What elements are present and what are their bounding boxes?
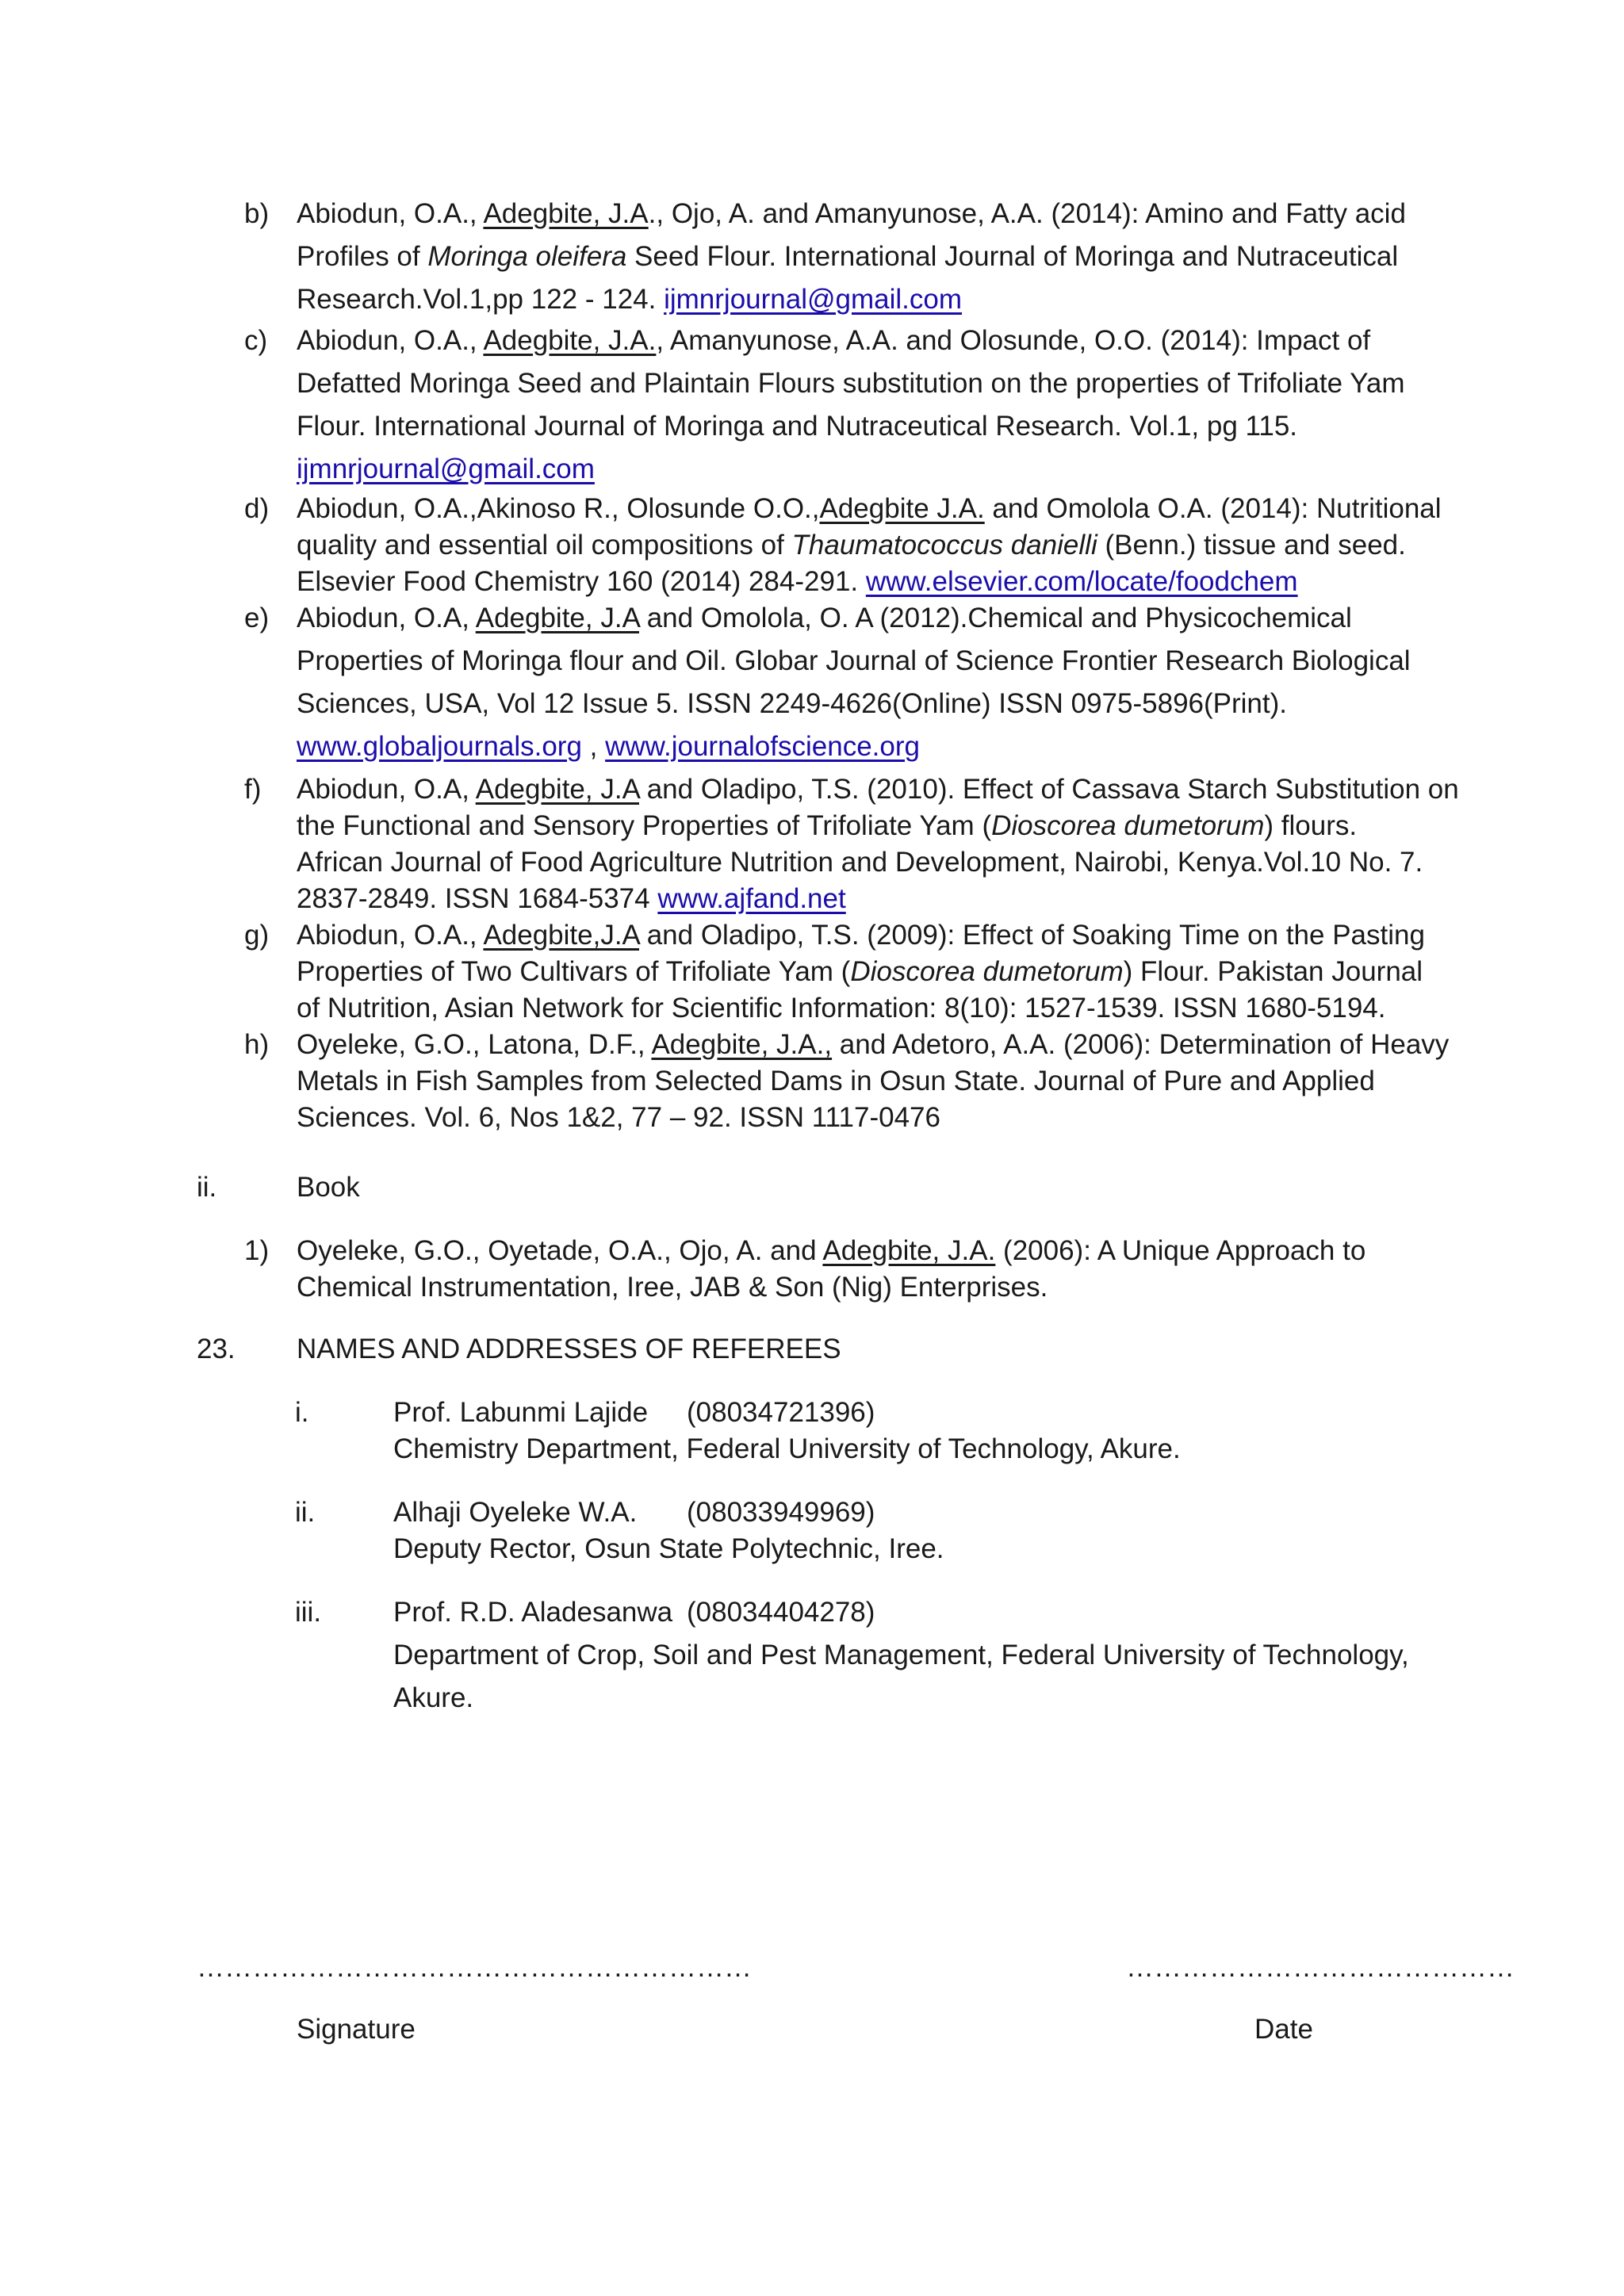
text-run: Oyeleke, G.O., Oyetade, O.A., Ojo, A. and <box>297 1235 823 1266</box>
text-run: Elsevier Food Chemistry 160 (2014) 284-291. <box>297 566 866 597</box>
underlined-author: Adegbite, J.A <box>475 774 639 805</box>
publication-line <box>297 453 595 485</box>
publication-label: e) <box>244 603 270 633</box>
publication-line <box>297 883 846 915</box>
text-run: Oyeleke, G.O., Latona, D.F., <box>297 1029 652 1060</box>
signature-label: Signature <box>297 2014 416 2045</box>
text-run: and Omolola O.A. (2014): Nutritional <box>984 493 1442 524</box>
referee-name: Prof. R.D. Aladesanwa <box>393 1597 673 1628</box>
referees-section-title: NAMES AND ADDRESSES OF REFEREES <box>297 1334 841 1364</box>
book-section-label: ii. <box>197 1172 217 1203</box>
text-run: Properties of Moringa flour and Oil. Globar Journal of Science Frontier Research Biological <box>297 645 1411 676</box>
text-run: 2837-2849. ISSN 1684-5374 <box>297 883 658 914</box>
text-run: Abiodun, O.A, <box>297 603 476 633</box>
publication-line <box>297 810 1357 842</box>
text-run: and Adetoro, A.A. (2006): Determination of Heavy <box>832 1029 1450 1060</box>
publication-line <box>297 530 1406 561</box>
signature-dotted-line: …………………………………………………… <box>197 1952 752 1983</box>
publication-line <box>297 603 1352 634</box>
italic-species-name: Dioscorea dumetorum <box>991 810 1265 841</box>
referee-phone: (08033949969) <box>687 1497 875 1528</box>
referee-label: iii. <box>295 1597 322 1628</box>
text-run: of Nutrition, Asian Network for Scientific Information: 8(10): 1527-1539. ISSN 1680-5194. <box>297 993 1386 1024</box>
underlined-author: Adegbite J.A. <box>819 493 985 524</box>
text-run: and Omolola, O. A (2012).Chemical and Physicochemical <box>638 603 1352 633</box>
text-run: (2006): A Unique Approach to <box>995 1235 1366 1266</box>
date-label: Date <box>1254 2014 1313 2045</box>
publication-label: c) <box>244 325 268 356</box>
publication-line <box>297 1066 1375 1097</box>
text-run: ) flours. <box>1264 810 1358 841</box>
publication-line <box>297 847 1423 878</box>
publication-line <box>297 1029 1449 1061</box>
underlined-author: Adegbite, J.A. <box>822 1235 996 1266</box>
reference-link[interactable]: www.elsevier.com/locate/foodchem <box>865 566 1298 597</box>
reference-link[interactable]: ijmnrjournal@gmail.com <box>297 453 595 484</box>
text-run: ) Flour. Pakistan Journal <box>1123 956 1423 987</box>
text-run: Sciences. Vol. 6, Nos 1&2, 77 – 92. ISSN 1117-0476 <box>297 1102 940 1133</box>
text-run: Seed Flour. International Journal of Moringa and Nutraceutical <box>626 241 1399 272</box>
underlined-author: Adegbite, J.A. <box>483 325 657 356</box>
text-run: Abiodun, O.A., <box>297 325 484 356</box>
reference-link[interactable]: www.journalofscience.org <box>605 731 920 762</box>
text-run: and Oladipo, T.S. (2009): Effect of Soaking Time on the Pasting <box>638 920 1425 951</box>
text-run: Abiodun, O.A., <box>297 920 484 951</box>
publication-line <box>297 566 1298 598</box>
text-run: , Amanyunose, A.A. and Olosunde, O.O. (2014): Impact of <box>656 325 1371 356</box>
publication-line <box>297 688 1287 720</box>
text-run: Properties of Two Cultivars of Trifoliate Yam ( <box>297 956 851 987</box>
text-run: Metals in Fish Samples from Selected Dams in Osun State. Journal of Pure and Applied <box>297 1066 1375 1096</box>
publication-line <box>297 198 1406 230</box>
text-run: African Journal of Food Agriculture Nutrition and Development, Nairobi, Kenya.Vol.10 No. 7. <box>297 847 1423 878</box>
text-run: the Functional and Sensory Properties of Trifoliate Yam ( <box>297 810 992 841</box>
publication-label: f) <box>244 774 262 805</box>
publication-label: d) <box>244 493 270 524</box>
publication-line <box>297 920 1425 951</box>
text-run: and Oladipo, T.S. (2010). Effect of Cassava Starch Substitution on <box>638 774 1459 805</box>
publication-line <box>297 731 920 763</box>
publication-line <box>297 1102 940 1134</box>
referee-name: Alhaji Oyeleke W.A. <box>393 1497 638 1528</box>
publication-line <box>297 774 1459 806</box>
referee-label: ii. <box>295 1497 316 1528</box>
publication-line <box>297 325 1370 357</box>
referees-section-label: 23. <box>197 1334 236 1364</box>
underlined-author: Adegbite,J.A <box>483 920 639 951</box>
text-run: Flour. International Journal of Moringa and Nutraceutical Research. Vol.1, pg 115. <box>297 411 1298 442</box>
text-run: Abiodun, O.A., <box>297 198 484 229</box>
publication-label: g) <box>244 920 270 951</box>
text-run: Profiles of <box>297 241 428 272</box>
book-section-title: Book <box>297 1172 360 1203</box>
publication-label: h) <box>244 1029 270 1060</box>
text-run: (Benn.) tissue and seed. <box>1097 530 1406 561</box>
date-dotted-line: …………………………………… <box>1126 1952 1515 1983</box>
publication-line <box>297 241 1398 273</box>
publication-line <box>297 493 1442 525</box>
italic-species-name: Thaumatococcus danielli <box>791 530 1097 561</box>
text-run: Research.Vol.1,pp 122 - 124. <box>297 284 665 315</box>
referee-address: Department of Crop, Soil and Pest Management, Federal University of Technology, <box>393 1640 1409 1670</box>
publication-line <box>297 956 1423 988</box>
referee-label: i. <box>295 1397 309 1428</box>
text-run: , <box>581 731 606 762</box>
referee-name: Prof. Labunmi Lajide <box>393 1397 649 1428</box>
text-run: Abiodun, O.A.,Akinoso R., Olosunde O.O., <box>297 493 820 524</box>
book-line <box>297 1272 1048 1303</box>
underlined-author: Adegbite, J.A <box>475 603 639 633</box>
publication-line <box>297 645 1411 677</box>
text-run: quality and essential oil compositions of <box>297 530 792 561</box>
text-run: Chemical Instrumentation, Iree, JAB & Son (Nig) Enterprises. <box>297 1272 1048 1303</box>
underlined-author: Adegbite, J.A., <box>651 1029 833 1060</box>
text-run: ., Ojo, A. and Amanyunose, A.A. (2014): Amino and Fatty acid <box>648 198 1406 229</box>
italic-species-name: Moringa oleifera <box>427 241 627 272</box>
publication-line <box>297 993 1386 1024</box>
referee-address: Akure. <box>393 1682 474 1713</box>
book-label: 1) <box>244 1235 270 1266</box>
referee-phone: (08034721396) <box>687 1397 875 1428</box>
reference-link[interactable]: www.ajfand.net <box>657 883 846 914</box>
publication-line <box>297 411 1297 442</box>
reference-link[interactable]: www.globaljournals.org <box>297 731 582 762</box>
referee-address: Chemistry Department, Federal University of Technology, Akure. <box>393 1433 1181 1464</box>
underlined-author: Adegbite, J.A <box>483 198 649 229</box>
publication-line <box>297 284 962 316</box>
book-line <box>297 1235 1365 1267</box>
publication-label: b) <box>244 198 270 229</box>
italic-species-name: Dioscorea dumetorum <box>850 956 1124 987</box>
text-run: Abiodun, O.A, <box>297 774 476 805</box>
referee-address: Deputy Rector, Osun State Polytechnic, Iree. <box>393 1533 944 1564</box>
referee-phone: (08034404278) <box>687 1597 875 1628</box>
text-run: Sciences, USA, Vol 12 Issue 5. ISSN 2249-4626(Online) ISSN 0975-5896(Print). <box>297 688 1287 719</box>
publication-line <box>297 368 1405 400</box>
text-run: Defatted Moringa Seed and Plaintain Flours substitution on the properties of Trifoliate Yam <box>297 368 1405 399</box>
reference-link[interactable]: ijmnrjournal@gmail.com <box>664 284 963 315</box>
